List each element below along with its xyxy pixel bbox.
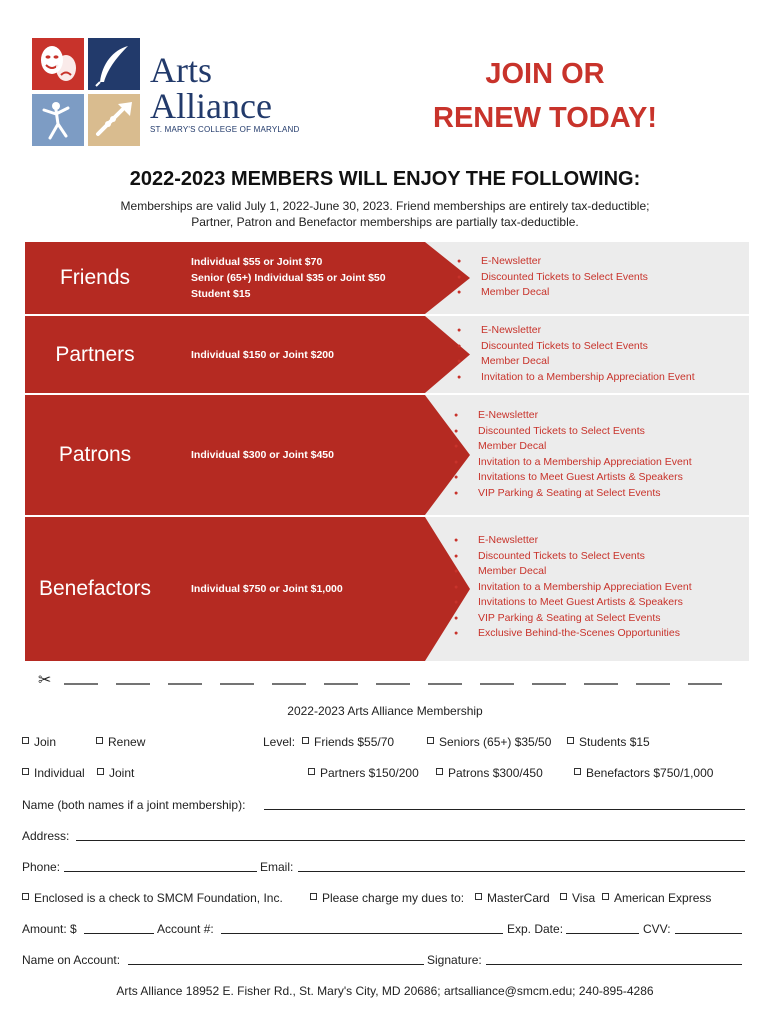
- benefit-list: [454, 408, 692, 501]
- seniors-label: Seniors (65+) $35/50: [439, 735, 552, 749]
- price-line: Individual $750 or Joint $1,000: [191, 583, 343, 595]
- intro-line1: Memberships are valid July 1, 2022-June 30, 2023. Friend memberships are entirely tax-deductible;: [120, 199, 650, 213]
- students-label: Students $15: [579, 735, 650, 749]
- email-field[interactable]: [298, 859, 745, 872]
- checkbox-box[interactable]: [22, 768, 29, 775]
- checkbox-box[interactable]: [96, 737, 103, 744]
- checkbox-box[interactable]: [560, 893, 567, 900]
- name-on-account-field[interactable]: [128, 952, 424, 965]
- footer-contact: Arts Alliance 18952 E. Fisher Rd., St. Mary's City, MD 20686; artsalliance@smcm.edu; 240-895-4286: [116, 984, 654, 998]
- logo-text-arts: Arts: [150, 50, 212, 90]
- checkbox-box[interactable]: [574, 768, 581, 775]
- renew-checkbox[interactable]: [96, 735, 145, 749]
- price-line: Student $15: [191, 288, 251, 300]
- intro-line2: Partner, Patron and Benefactor memberships are partially tax-deductible.: [191, 215, 579, 229]
- main-heading: 2022-2023 MEMBERS WILL ENJOY THE FOLLOWING:: [129, 168, 641, 190]
- name-field[interactable]: [264, 797, 745, 810]
- check-option[interactable]: [22, 891, 283, 905]
- benefit-item: ● Discounted Tickets to Select Events: [457, 270, 648, 286]
- benefit-item: ● Invitation to a Membership Appreciation Event: [454, 580, 692, 596]
- benefit-item: ● Member Decal: [454, 439, 692, 455]
- benefactors-checkbox[interactable]: [574, 766, 713, 780]
- tier-prices: [191, 242, 431, 314]
- amex-checkbox[interactable]: [602, 891, 711, 905]
- charge-label: Please charge my dues to:: [322, 891, 465, 905]
- exp-date-label: Exp. Date:: [507, 922, 564, 936]
- benefactors-label: Benefactors $750/1,000: [586, 766, 714, 780]
- students-checkbox[interactable]: [567, 735, 650, 749]
- address-field[interactable]: [76, 828, 745, 841]
- benefit-item: ● Member Decal: [454, 564, 692, 580]
- benefit-item: ● Member Decal: [457, 354, 695, 370]
- logo-mark: [32, 38, 140, 146]
- logo-text-alliance: Alliance: [150, 86, 272, 126]
- intro-text: [0, 198, 770, 230]
- amount-field[interactable]: [84, 921, 154, 934]
- logo-subtitle: ST. MARY'S COLLEGE OF MARYLAND: [150, 125, 300, 134]
- mastercard-checkbox[interactable]: [475, 891, 550, 905]
- level-label: Level:: [263, 735, 296, 749]
- benefit-item: ● E-Newsletter: [454, 408, 692, 424]
- join-headline: [400, 52, 690, 140]
- benefit-item: ● Member Decal: [457, 285, 648, 301]
- benefit-item: ● VIP Parking & Seating at Select Events: [454, 611, 692, 627]
- price-line: Individual $300 or Joint $450: [191, 449, 334, 461]
- account-label: Account #:: [157, 922, 214, 936]
- visa-checkbox[interactable]: [560, 891, 595, 905]
- exp-date-field[interactable]: [566, 921, 639, 934]
- email-label: Email:: [260, 860, 294, 874]
- check-label: Enclosed is a check to SMCM Foundation, Inc.: [34, 891, 283, 905]
- tier-patrons: [25, 395, 749, 515]
- benefit-list: [454, 533, 692, 642]
- trumpet-icon: [88, 94, 140, 146]
- join-headline-line1: JOIN OR: [485, 58, 605, 90]
- joint-label: Joint: [109, 766, 135, 780]
- benefit-item: ● Invitations to Meet Guest Artists & Speakers: [454, 470, 692, 486]
- form-title: 2022-2023 Arts Alliance Membership: [287, 704, 483, 718]
- tier-partners: [25, 316, 749, 393]
- benefit-item: ● Exclusive Behind-the-Scenes Opportunities: [454, 626, 692, 642]
- renew-label: Renew: [108, 735, 146, 749]
- address-label: Address:: [22, 829, 70, 843]
- join-label: Join: [34, 735, 57, 749]
- benefit-item: ● E-Newsletter: [457, 323, 695, 339]
- checkbox-box[interactable]: [22, 893, 29, 900]
- tier-benefactors: [25, 517, 749, 661]
- benefit-item: ● Discounted Tickets to Select Events: [454, 424, 692, 440]
- benefit-item: ● E-Newsletter: [454, 533, 692, 549]
- tier-name: Patrons: [25, 395, 165, 515]
- checkbox-box[interactable]: [22, 737, 29, 744]
- benefit-item: ● Invitation to a Membership Appreciation Event: [457, 370, 695, 386]
- signature-label: Signature:: [427, 953, 482, 967]
- signature-field[interactable]: [486, 952, 742, 965]
- tier-name: Benefactors: [25, 517, 165, 661]
- amount-label: Amount: $: [22, 922, 77, 936]
- phone-label: Phone:: [22, 860, 61, 874]
- patrons-checkbox[interactable]: [436, 766, 543, 780]
- friends-checkbox[interactable]: [302, 735, 394, 749]
- name-on-account-label: Name on Account:: [22, 953, 121, 967]
- amex-label: American Express: [614, 891, 712, 905]
- checkbox-box[interactable]: [475, 893, 482, 900]
- join-checkbox[interactable]: [22, 735, 56, 749]
- checkbox-box[interactable]: [310, 893, 317, 900]
- dancer-icon: [32, 94, 84, 146]
- individual-checkbox[interactable]: [22, 766, 85, 780]
- mastercard-label: MasterCard: [487, 891, 550, 905]
- phone-field[interactable]: [64, 859, 257, 872]
- price-line: Senior (65+) Individual $35 or Joint $50: [191, 272, 386, 284]
- tier-prices: [191, 395, 431, 515]
- checkbox-box[interactable]: [567, 737, 574, 744]
- visa-label: Visa: [572, 891, 596, 905]
- theater-masks-icon: [32, 38, 84, 90]
- benefit-list: [457, 323, 695, 385]
- tier-name: Partners: [25, 316, 165, 393]
- checkbox-box[interactable]: [308, 768, 315, 775]
- individual-label: Individual: [34, 766, 85, 780]
- friends-label: Friends $55/70: [314, 735, 395, 749]
- joint-checkbox[interactable]: [97, 766, 134, 780]
- benefit-item: ● Invitations to Meet Guest Artists & Speakers: [454, 595, 692, 611]
- partners-label: Partners $150/200: [320, 766, 419, 780]
- cut-line: [64, 678, 734, 686]
- benefit-item: ● Invitation to a Membership Appreciation Event: [454, 455, 692, 471]
- join-headline-line2: RENEW TODAY!: [433, 102, 657, 134]
- tier-prices: [191, 517, 431, 661]
- account-field[interactable]: [221, 921, 503, 934]
- checkbox-box[interactable]: [602, 893, 609, 900]
- benefit-item: ● VIP Parking & Seating at Select Events: [454, 486, 692, 502]
- quill-feather-icon: [88, 38, 140, 90]
- price-line: Individual $150 or Joint $200: [191, 348, 334, 361]
- checkbox-box[interactable]: [97, 768, 104, 775]
- name-label: Name (both names if a joint membership):: [22, 798, 246, 812]
- benefit-item: ● Discounted Tickets to Select Events: [454, 549, 692, 565]
- seniors-checkbox[interactable]: [427, 735, 551, 749]
- tier-prices: [191, 316, 431, 393]
- partners-checkbox[interactable]: [308, 766, 419, 780]
- cvv-label: CVV:: [643, 922, 671, 936]
- scissors-icon: ✂: [38, 672, 52, 689]
- checkbox-box[interactable]: [427, 737, 434, 744]
- checkbox-box[interactable]: [302, 737, 309, 744]
- tier-friends: [25, 242, 749, 314]
- checkbox-box[interactable]: [436, 768, 443, 775]
- cvv-field[interactable]: [675, 921, 742, 934]
- benefit-item: ● E-Newsletter: [457, 254, 648, 270]
- charge-option[interactable]: [310, 891, 464, 905]
- benefit-list: [457, 254, 648, 301]
- patrons-label: Patrons $300/450: [448, 766, 543, 780]
- price-line: Individual $55 or Joint $70: [191, 256, 323, 268]
- tier-name: Friends: [25, 242, 165, 314]
- benefit-item: ● Discounted Tickets to Select Events: [457, 339, 695, 355]
